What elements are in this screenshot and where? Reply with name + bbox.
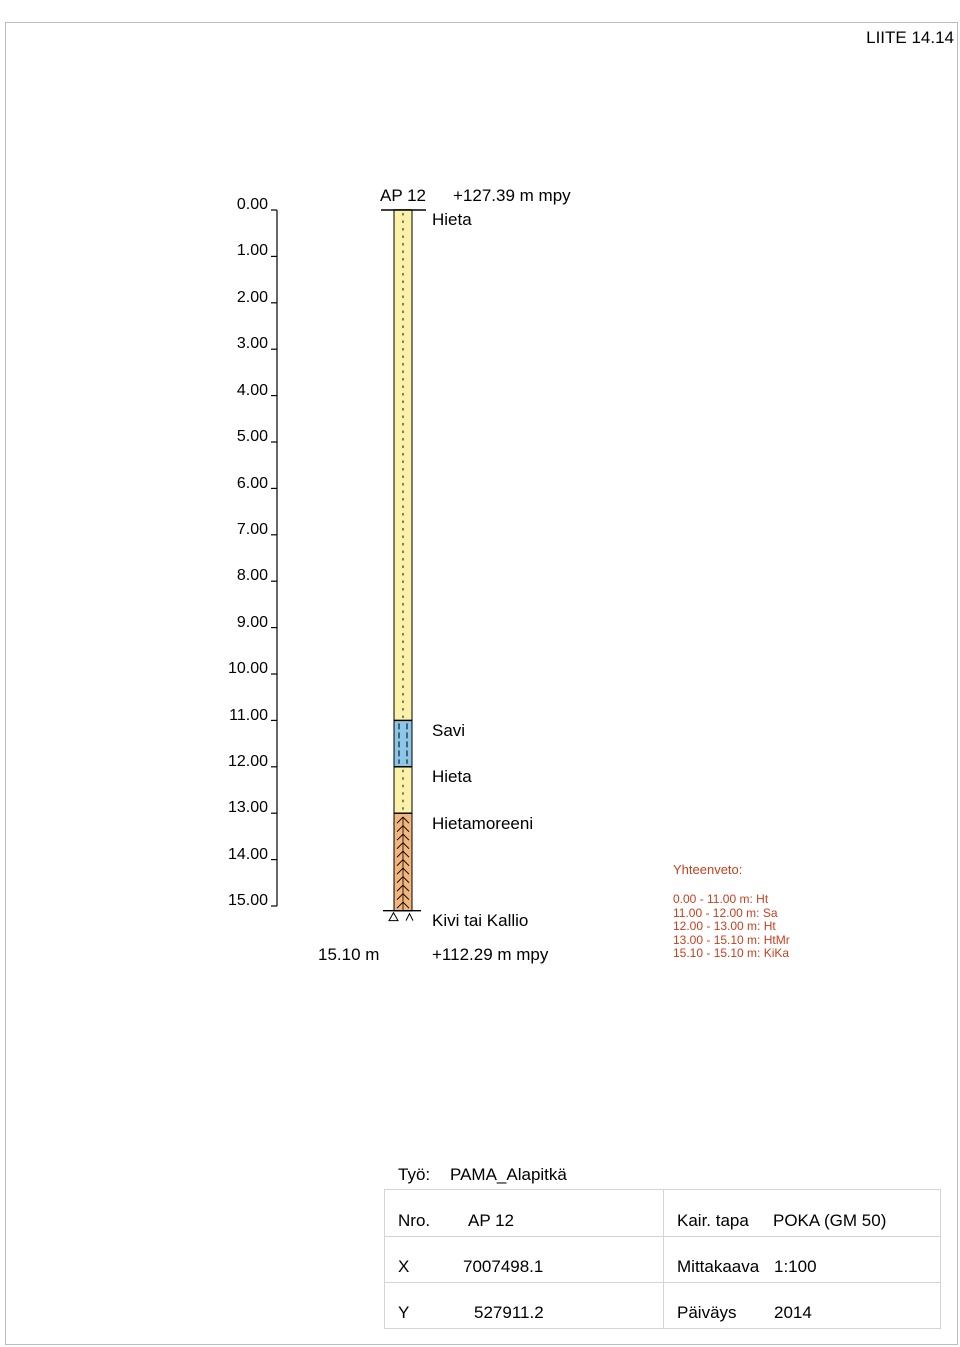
- stone-symbol: [389, 913, 398, 921]
- depth-label: 7.00: [236, 521, 268, 538]
- layer-label: Savi: [432, 721, 466, 740]
- layer-1-fill: [394, 210, 412, 720]
- depth-label: 8.00: [236, 567, 268, 584]
- y-label: Y: [398, 1303, 410, 1322]
- point-id: AP 12: [380, 186, 427, 205]
- top-elevation: +127.39 m mpy: [453, 186, 571, 205]
- depth-label: 1.00: [236, 242, 268, 259]
- x-label: X: [398, 1257, 410, 1276]
- layer-label: Hietamoreeni: [432, 814, 534, 833]
- appendix-label: LIITE 14.14: [866, 28, 954, 47]
- bottom-elevation: +112.29 m mpy: [432, 945, 549, 964]
- depth-label: 9.00: [236, 614, 268, 631]
- depth-label: 2.00: [236, 289, 268, 306]
- layer-3-fill: [394, 767, 412, 813]
- depth-label: 3.00: [236, 335, 268, 352]
- layer-label: Hieta: [432, 767, 472, 786]
- x-value: 7007498.1: [463, 1257, 544, 1276]
- depth-label: 0.00: [236, 196, 268, 213]
- summary-line: 13.00 - 15.10 m: HtMr: [673, 932, 790, 947]
- summary-line: 15.10 - 15.10 m: KiKa: [673, 946, 790, 961]
- depth-label: 4.00: [236, 382, 268, 399]
- bedrock-symbol: [406, 914, 413, 921]
- summary-title: Yhteenveto:: [673, 862, 743, 877]
- depth-label: 14.00: [227, 846, 268, 863]
- summary-list: [673, 893, 790, 961]
- work-label: Työ:: [398, 1165, 431, 1184]
- total-depth: 15.10 m: [318, 945, 380, 964]
- depth-label: 15.00: [227, 892, 268, 909]
- termination-label: Kivi tai Kallio: [432, 911, 529, 930]
- depth-label: 12.00: [227, 753, 268, 770]
- depth-label: 5.00: [236, 428, 268, 445]
- layer-2-fill: [394, 720, 412, 766]
- scale-label: Mittakaava: [677, 1257, 760, 1276]
- nro-value: AP 12: [468, 1211, 515, 1230]
- depth-label: 13.00: [227, 799, 268, 816]
- depth-label: 6.00: [236, 475, 268, 492]
- y-value: 527911.2: [474, 1303, 544, 1322]
- method-label: Kair. tapa: [677, 1211, 749, 1230]
- summary-line: 0.00 - 11.00 m: Ht: [673, 892, 769, 906]
- summary-line: 12.00 - 13.00 m: Ht: [673, 919, 776, 934]
- method-value: POKA (GM 50): [773, 1211, 887, 1230]
- nro-label: Nro.: [398, 1211, 431, 1230]
- date-label: Päiväys: [677, 1303, 737, 1322]
- depth-label: 10.00: [227, 660, 268, 677]
- depth-label: 11.00: [229, 707, 268, 724]
- work-value: PAMA_Alapitkä: [450, 1165, 567, 1184]
- table-divider: [663, 1190, 664, 1328]
- scale-value: 1:100: [774, 1257, 817, 1276]
- summary-line: 11.00 - 12.00 m: Sa: [673, 905, 778, 920]
- layer-label: Hieta: [432, 210, 472, 229]
- date-value: 2014: [774, 1303, 812, 1322]
